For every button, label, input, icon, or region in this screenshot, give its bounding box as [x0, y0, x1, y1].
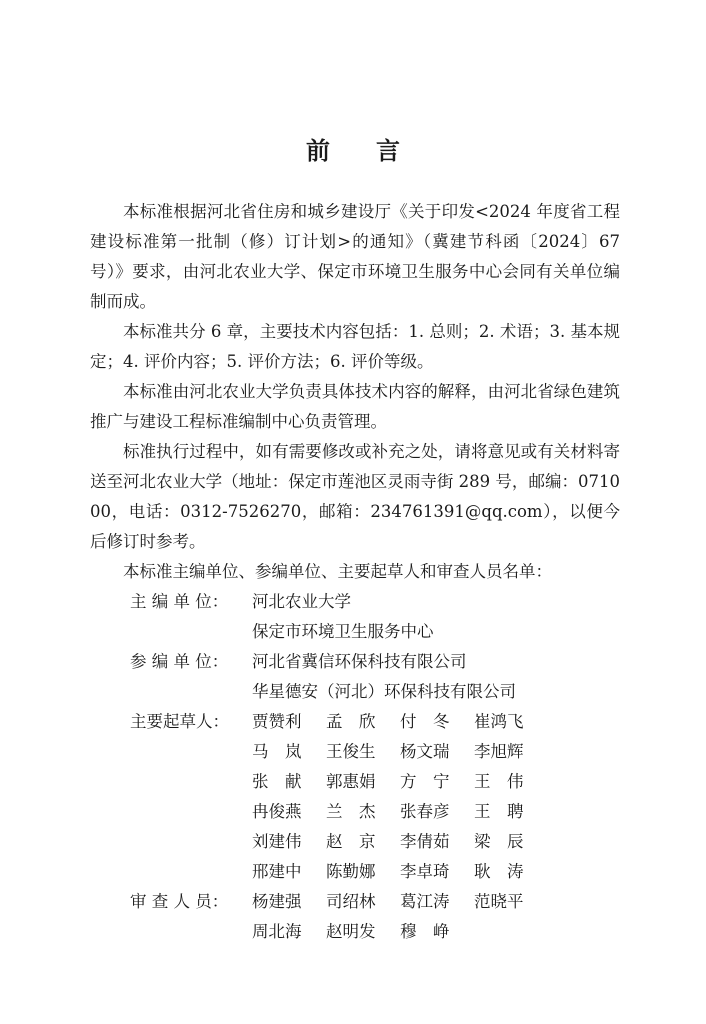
title-char-2: 言 — [376, 137, 400, 165]
paragraph-origin: 本标准根据河北省住房和城乡建设厅《关于印发<2024 年度省工程建设标准第一批制（修）订计划>的通知》（冀建节科函〔2024〕67 号）》要求，由河北农业大学、保定市环境卫生服务中心会同有关单位编制而成。 — [90, 202, 620, 311]
drafter-name: 王俊生 — [326, 742, 376, 761]
page-title — [0, 133, 706, 169]
reviewers-names — [252, 887, 620, 947]
drafter-name: 贾赞利 — [252, 712, 302, 731]
reviewer-name: 赵明发 — [326, 922, 376, 941]
chief-units-row — [90, 587, 620, 647]
drafter-name: 李倩茹 — [400, 832, 450, 851]
main-drafters-label: 主要起草人： — [130, 712, 229, 731]
reviewer-name: 葛江涛 — [400, 892, 450, 911]
paragraph-staff-intro: 本标准主编单位、参编单位、主要起草人和审查人员名单： — [123, 562, 552, 581]
reviewer-name: 范晓平 — [474, 892, 524, 911]
drafter-name: 王 伟 — [474, 772, 524, 791]
drafter-name: 马 岚 — [252, 742, 302, 761]
drafter-name: 王 聘 — [474, 802, 524, 821]
reviewers-row — [90, 887, 620, 947]
drafter-name: 张春彦 — [400, 802, 450, 821]
drafter-name: 付 冬 — [400, 712, 450, 731]
paragraph-feedback: 标准执行过程中，如有需要修改或补充之处，请将意见或有关材料寄送至河北农业大学（地址：保定市莲池区灵雨寺街 289 号，邮编：071000，电话：0312-7526270，邮箱：234761391@qq.com），以便今后修订时参考。 — [90, 442, 620, 551]
chief-units-label: 主 编 单 位： — [130, 592, 229, 611]
drafter-name: 张 献 — [252, 772, 302, 791]
drafter-name: 赵 京 — [326, 832, 376, 851]
reviewer-name: 司绍林 — [326, 892, 376, 911]
participating-unit: 华星德安（河北）环保科技有限公司 — [252, 682, 516, 701]
drafter-name: 梁 辰 — [474, 832, 524, 851]
document-body — [90, 197, 620, 947]
participating-unit: 河北省冀信环保科技有限公司 — [252, 652, 467, 671]
drafter-name: 李旭辉 — [474, 742, 524, 761]
participating-units-row — [90, 647, 620, 707]
reviewer-name: 周北海 — [252, 922, 302, 941]
reviewer-name: 穆 峥 — [400, 922, 450, 941]
paragraph-interpretation: 本标准由河北农业大学负责具体技术内容的解释，由河北省绿色建筑推广与建设工程标准编制中心负责管理。 — [90, 382, 620, 431]
drafter-name: 邢建中 — [252, 862, 302, 881]
participating-units-label: 参 编 单 位： — [130, 652, 229, 671]
chief-unit: 河北农业大学 — [252, 592, 351, 611]
title-char-1: 前 — [306, 137, 330, 165]
paragraph-contents: 本标准共分 6 章，主要技术内容包括：1. 总则；2. 术语；3. 基本规定；4. 评价内容；5. 评价方法；6. 评价等级。 — [90, 322, 620, 371]
drafter-name: 郭惠娟 — [326, 772, 376, 791]
drafter-name: 李卓琦 — [400, 862, 450, 881]
drafter-name: 孟 欣 — [326, 712, 376, 731]
reviewers-label: 审 查 人 员： — [130, 892, 229, 911]
chief-units-values — [252, 587, 620, 647]
main-drafters-row — [90, 707, 620, 887]
drafter-name: 崔鸿飞 — [474, 712, 524, 731]
main-drafters-names — [252, 707, 620, 887]
reviewer-name: 杨建强 — [252, 892, 302, 911]
drafter-name: 杨文瑞 — [400, 742, 450, 761]
staff-list — [90, 587, 620, 947]
drafter-name: 耿 涛 — [474, 862, 524, 881]
drafter-name: 刘建伟 — [252, 832, 302, 851]
drafter-name: 兰 杰 — [326, 802, 376, 821]
participating-units-values — [252, 647, 620, 707]
drafter-name: 冉俊燕 — [252, 802, 302, 821]
chief-unit: 保定市环境卫生服务中心 — [252, 622, 434, 641]
drafter-name: 方 宁 — [400, 772, 450, 791]
drafter-name: 陈勤娜 — [326, 862, 376, 881]
